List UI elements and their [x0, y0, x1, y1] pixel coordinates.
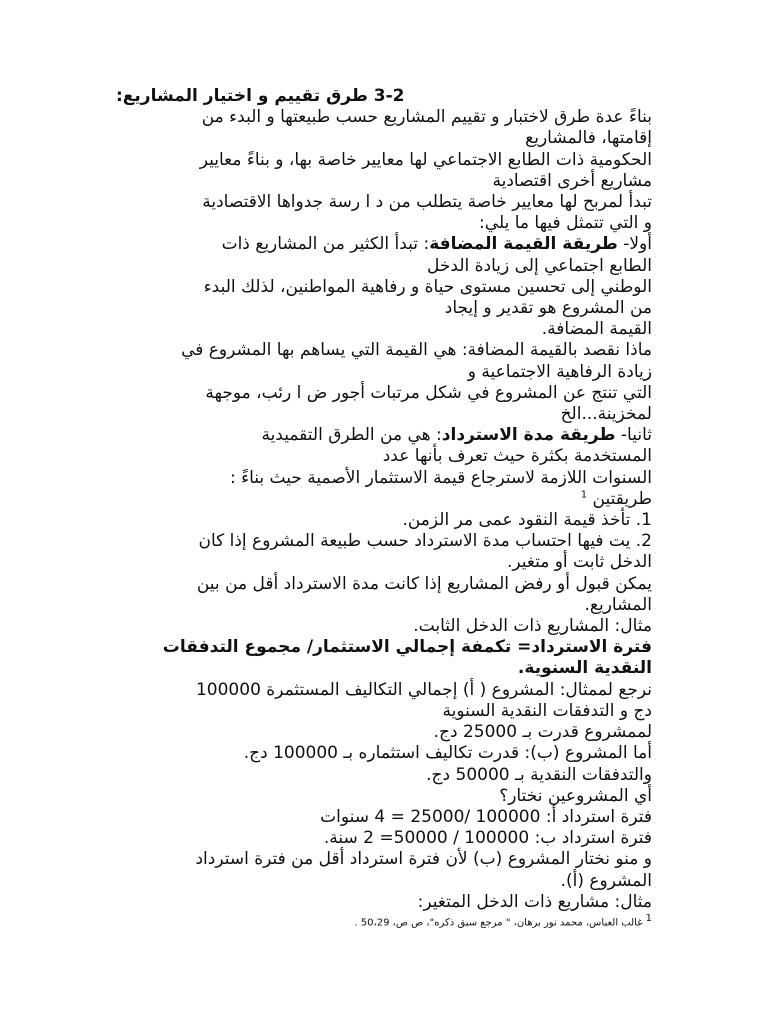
footnote-text: غالب العباس، محمد نور برهان، " مرجع سبق ذكره"، ص ص، 50،29 .: [354, 917, 643, 929]
example-line: نرجع لممثال: المشروع ( أ) إجمالي التكاليف المستثمرة 100000: [195, 679, 652, 700]
paragraph-line: الحكومية ذات الطابع الاجتماعي لها معايير خاصة بها، و بناءً معايير: [199, 149, 652, 170]
method-1-name: طريقة القيمة المضافة: [429, 234, 618, 255]
formula-line: فترة الاسترداد= تكمفة إجمالي الاستثمار/ مجموع التدفقات: [162, 637, 652, 658]
method-2-heading: [116, 425, 652, 446]
formula-line: النقدية السنوية.: [517, 658, 652, 679]
footnote-reference: 1: [580, 489, 588, 501]
paragraph-line: إقامتها، فالمشاريع: [525, 128, 652, 149]
example-line: فترة استرداد أ: 100000 /25000 = 4 سنوات: [320, 806, 652, 827]
example-line: لممشروع قدرت بـ 25000 دج.: [433, 722, 652, 743]
paragraph-text: طريقتين: [592, 488, 652, 509]
method-2-rest: : هي من الطرق التقميدية: [261, 425, 442, 446]
paragraph-line: مشاريع أخرى اقتصادية: [492, 170, 652, 191]
paragraph-line: زيادة الرفاهية الاجتماعية و: [467, 361, 652, 382]
footnote-mark: 1: [645, 912, 652, 924]
section-title: 3-2 طرق تقييم و اختيار المشاريع:: [116, 86, 405, 106]
list-item: 1. تأخذ قيمة النقود عمى مر الزمن.: [402, 510, 652, 531]
list-item: الدخل ثابت أو متغير.: [506, 552, 652, 573]
example-line: أي المشروعين نختار؟: [499, 785, 652, 806]
example-line: فترة استرداد ب: 100000 / 50000= 2 سنة.: [323, 828, 652, 849]
paragraph-line: ماذا نقصد بالقيمة المضافة: هي القيمة التي يساهم بها المشروع في: [181, 340, 652, 361]
method-2-prefix: ثانيا-: [615, 425, 652, 446]
method-1-heading: [116, 234, 652, 255]
paragraph-line: السنوات اللازمة لاسترجاع قيمة الاستثمار الأصمية حيث بناءً :: [229, 467, 652, 488]
example-line: المشروع (أ).: [560, 870, 652, 891]
document-body: [116, 86, 652, 930]
paragraph-line: بناءً عدة طرق لاختبار و تقييم المشاريع حسب طبيعتها و البدء من: [201, 107, 652, 128]
paragraph-line: مثال: المشاريع ذات الدخل الثابت.: [413, 616, 652, 637]
method-1-prefix: أولا-: [617, 234, 652, 255]
paragraph-line: تبدأ لمربح لها معايير خاصة يتطلب من د ا رسة جدواها الاقتصادية: [202, 192, 652, 213]
method-1-rest: : تبدأ الكثير من المشاريع ذات: [221, 234, 430, 255]
paragraph-line: من المشروع هو تقدير و إيجاد: [444, 298, 652, 319]
paragraph-line: الطابع اجتماعي إلى زيادة الدخل: [427, 255, 652, 276]
example-line: و منو نختار المشروع (ب) لأن فترة استرداد أقل من فترة استرداد: [195, 849, 652, 870]
paragraph-line: المشاريع.: [584, 594, 652, 615]
paragraph-line: لمخزينة...الخ: [560, 404, 652, 425]
paragraph-line: المستخدمة بكثرة حيث تعرف بأنها عدد: [382, 446, 652, 467]
list-item: 2. يت فيها احتساب مدة الاسترداد حسب طبيعة المشروع إذا كان: [198, 531, 652, 552]
paragraph-line: [116, 489, 652, 510]
method-2-name: طريقة مدة الاسترداد: [441, 425, 616, 446]
example-line: أما المشروع (ب): قدرت تكاليف استثماره بـ 100000 دج.: [243, 743, 652, 764]
footnote: [116, 913, 652, 930]
paragraph-line: القيمة المضافة.: [541, 319, 652, 340]
paragraph-line: و التي تتمثل فيها ما يلي:: [479, 213, 652, 234]
example-line: مثال: مشاريع ذات الدخل المتغير:: [417, 891, 652, 912]
example-line: دج و التدفقات النقدية السنوية: [442, 700, 652, 721]
paragraph-line: الوطني إلى تحسين مستوى حياة و رفاهية المواطنين، لذلك البدء: [203, 276, 652, 297]
paragraph-line: التي تنتج عن المشروع في شكل مرتبات أجور ض ا رئب، موجهة: [205, 382, 652, 403]
paragraph-line: يمكن قبول أو رفض المشاريع إذا كانت مدة الاسترداد أقل من بين: [196, 573, 652, 594]
example-line: والتدفقات النقدية بـ 50000 دج.: [426, 764, 652, 785]
